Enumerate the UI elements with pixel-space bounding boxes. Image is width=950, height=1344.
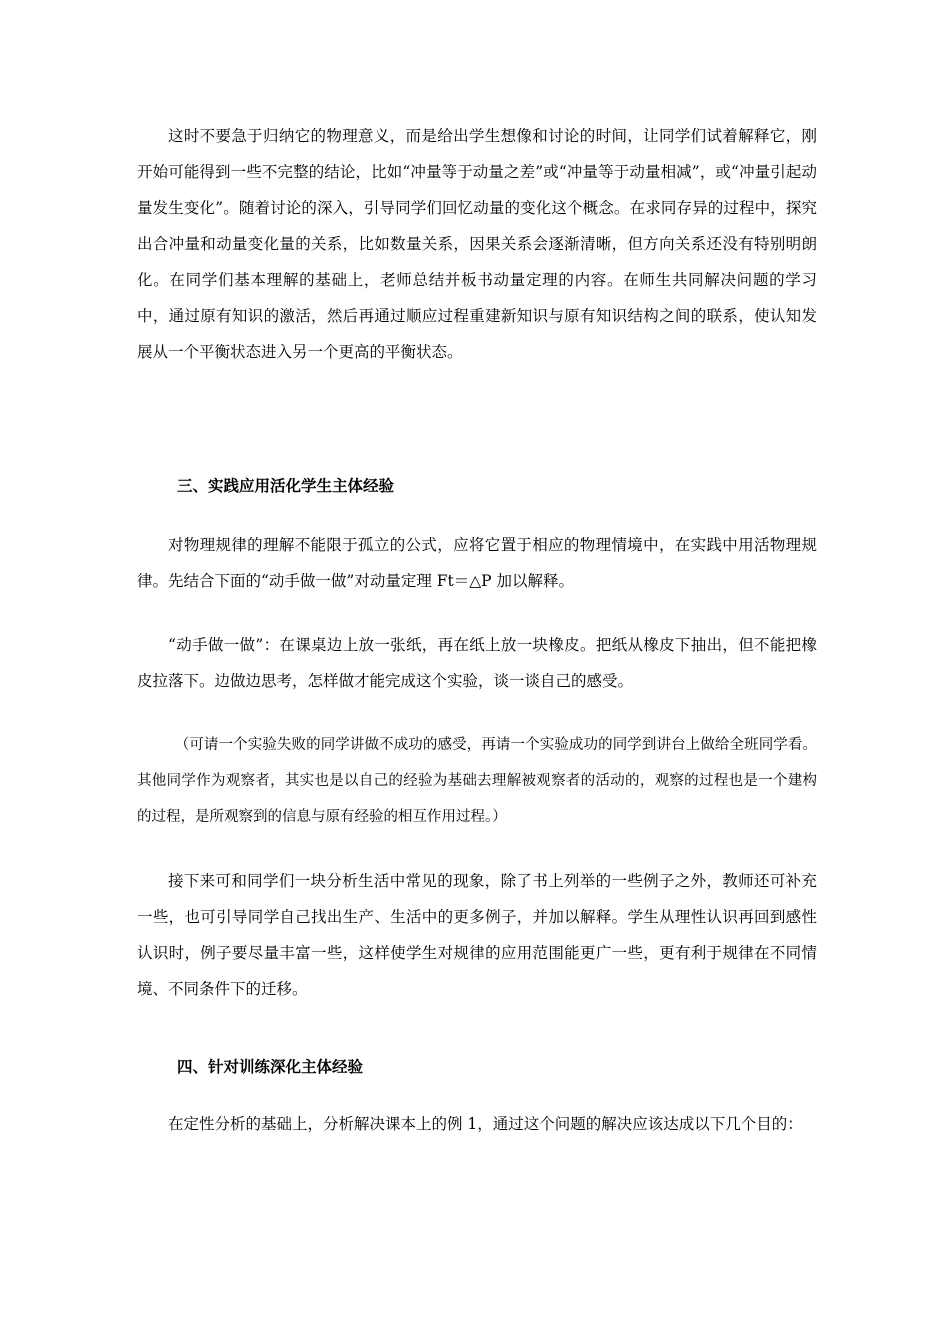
section-heading-four: 四、针对训练深化主体经验 [177,1058,364,1076]
paragraph-example-analysis: 在定性分析的基础上，分析解决课本上的例 1，通过这个问题的解决应该达成以下几个目的： [168,1115,803,1133]
section-heading-three: 三、实践应用活化学生主体经验 [177,477,395,495]
paragraph-practice-application: 对物理规律的理解不能限于孤立的公式，应将它置于相应的物理情境中，在实践中用活物理规律。先结合下面的“动手做一做”对动量定理 Ft＝△P 加以解释。 [137,536,817,590]
paragraph-momentum-discussion: 这时不要急于归纳它的物理意义，而是给出学生想像和讨论的时间，让同学们试着解释它，刚开始可能得到一些不完整的结论，比如“冲量等于动量之差”或“冲量等于动量相减”，或“冲量引起动量发生变化”。随着讨论的深入，引导同学们回忆动量的变化这个概念。在求同存异的过程中，探究出合冲量和动量变化量的关系，比如数量关系，因果关系会逐渐清晰，但方向关系还没有特别明朗化。在同学们基本理解的基础上，老师总结并板书动量定理的内容。在师生共同解决问题的学习中，通过原有知识的激活，然后再通过顺应过程重建新知识与原有知识结构之间的联系，使认知发展从一个平衡状态进入另一个更高的平衡状态。 [137,127,817,361]
paragraph-life-examples: 接下来可和同学们一块分析生活中常见的现象，除了书上列举的一些例子之外，教师还可补充一些，也可引导同学自己找出生产、生活中的更多例子，并加以解释。学生从理性认识再回到感性认识时，例子要尽量丰富一些，这样使学生对规律的应用范围能更广一些，更有利于规律在不同情境、不同条件下的迁移。 [137,872,817,998]
paragraph-hands-on-activity: “动手做一做”：在课桌边上放一张纸，再在纸上放一块橡皮。把纸从橡皮下抽出，但不能把橡皮拉落下。边做边思考，怎样做才能完成这个实验，谈一谈自己的感受。 [137,636,817,690]
paragraph-experiment-note: （可请一个实验失败的同学讲做不成功的感受，再请一个实验成功的同学到讲台上做给全班同学看。其他同学作为观察者，其实也是以自己的经验为基础去理解被观察者的活动的，观察的过程也是一个建构的过程，是所观察到的信息与原有经验的相互作用过程。） [137,737,817,825]
